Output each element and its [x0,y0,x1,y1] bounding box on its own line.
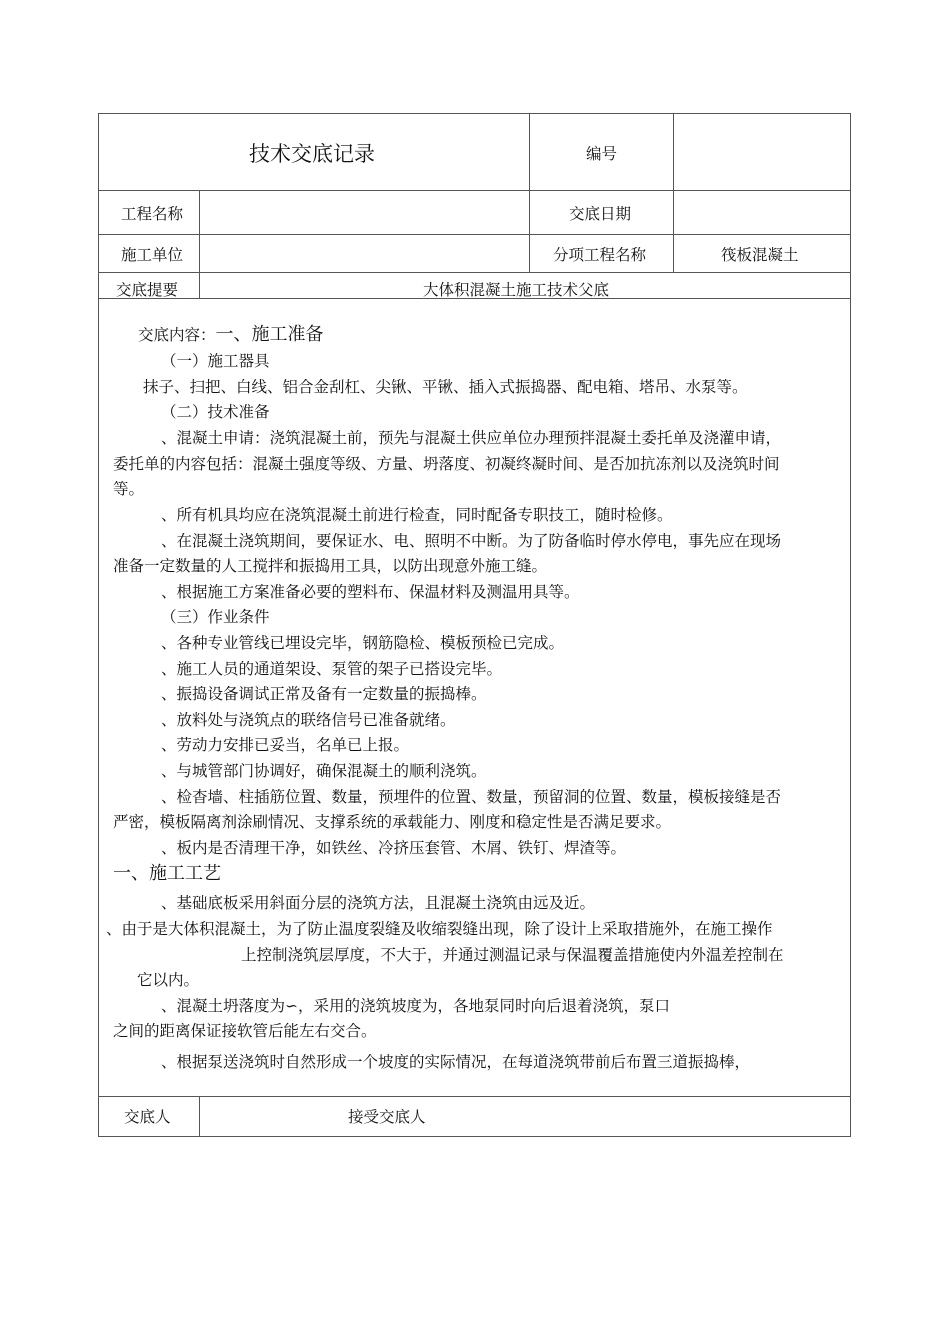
table-border-right [850,113,851,1136]
tech-p3-line1: 、在混凝土浇筑期间，要保证水、电、照明不中断。为了防备临时停水停电，事先应在现场 [161,532,782,550]
col-line-mid [529,113,530,272]
table-border-bottom [98,1136,851,1137]
page-title: 技术交底记录 [249,142,375,166]
tech-p2: 、所有机具均应在浇筑混凝土前进行检查，同时配备专职技工，随时检修。 [161,506,673,524]
project-name-label: 工程名称 [121,205,184,223]
table-border-left [98,113,99,1136]
cond-p5: 、劳动力安排已妥当，名单已上报。 [161,736,410,754]
cond-p1: 、各种专业管线已埋设完毕，钢筋隐检、模板预检已完成。 [161,634,565,652]
summary-value: 大体积混凝土施工技术父底 [423,281,610,299]
intro-label: 交底内容： [138,326,216,344]
proc-p2-line2: 上控制浇筑层厚度，不大于，并通过测温记录与保温覆盖措施使内外温差控制在 [241,946,784,964]
table-border-top [98,113,851,114]
tech-p1-line3: 等。 [113,480,145,498]
tech-p3-line2: 准备一定数量的人工搅拌和振捣用工具，以防出现意外施工缝。 [113,557,548,575]
sub-project-value: 筏板混凝土 [721,246,799,264]
proc-p3-line2: 之间的距离保证接软管后能左右交合。 [113,1022,377,1040]
row-line-5 [98,1096,851,1097]
col-line-right [673,113,674,272]
proc-p1: 、基础底板采用斜面分层的浇筑方法，且混凝土浇筑由远及近。 [161,894,596,912]
tools-text: 抹子、扫把、白线、铝合金刮杠、尖锹、平锹、插入式振捣器、配电箱、塔吊、水泵等。 [143,378,748,396]
cond-p2: 、施工人员的通道架设、泵管的架子已搭设完毕。 [161,660,503,678]
tech-p1-line1: 、混凝土申请：浇筑混凝土前，预先与混凝土供应单位办理预拌混凝土委托单及浇灌申请， [161,429,782,447]
cond-p8: 、板内是否清理干净，如铁丝、冷挤压套管、木屑、铁钉、焊渣等。 [161,839,627,857]
number-label: 编号 [586,145,618,163]
cond-p7-line1: 、检杳墙、柱插筋位置、数量，预埋件的位置、数量，预留洞的位置、数量，模板接缝是否 [161,788,782,806]
discloser-label: 交底人 [124,1108,171,1126]
proc-p3-line1: 、混凝土坍落度为∽，采用的浇筑坡度为，各地泵同时向后退着浇筑，泵口 [161,997,670,1015]
summary-label: 交底提要 [116,281,179,299]
tech-p4: 、根据施工方案准备必要的塑料布、保温材料及测温用具等。 [161,583,580,601]
tools-title: （一）施工器具 [161,352,270,370]
section1-title: 一、施工准备 [215,324,324,345]
row-line-2 [98,234,851,235]
cond-p3: 、振捣设备调试正常及备有一定数量的振捣棒。 [161,685,487,703]
proc-p4: 、根据泵送浇筑时自然形成一个坡度的实际情况，在每道浇筑带前后布置三道振捣棒， [161,1053,751,1071]
sub-project-label: 分项工程名称 [553,246,647,264]
col-line-label [199,190,200,298]
cond-title: （三）作业条件 [161,608,270,626]
cond-p7-line2: 严密，模板隔离剂涂刷情况、支撑系统的承载能力、刚度和稳定性是否满足要求。 [113,813,672,831]
section2-title: 一、施工工艺 [113,863,221,884]
cond-p4: 、放料处与浇筑点的联络信号已准备就绪。 [161,711,456,729]
tech-title: （二）技术准备 [161,403,270,421]
date-label: 交底日期 [569,205,632,223]
proc-p2-line1: 、由于是大体积混凝土，为了防止温度裂缝及收缩裂缝出现，除了设计上采取措施外，在施工操作 [106,920,773,938]
content-intro [138,323,324,347]
receiver-label: 接受交底人 [348,1108,426,1126]
proc-p2-line3: 它以内。 [137,971,200,989]
contractor-label: 施工单位 [121,246,184,264]
tech-p1-line2: 委托单的内容包括：混凝土强度等级、方量、坍落度、初凝终凝时间、是否加抗冻剂以及浇筑时间 [113,455,780,473]
col-line-label-footer [199,1096,200,1136]
row-line-3 [98,272,851,273]
row-line-1 [98,190,851,191]
cond-p6: 、与城管部门协调好，确保混凝土的顺利浇筑。 [161,762,487,780]
